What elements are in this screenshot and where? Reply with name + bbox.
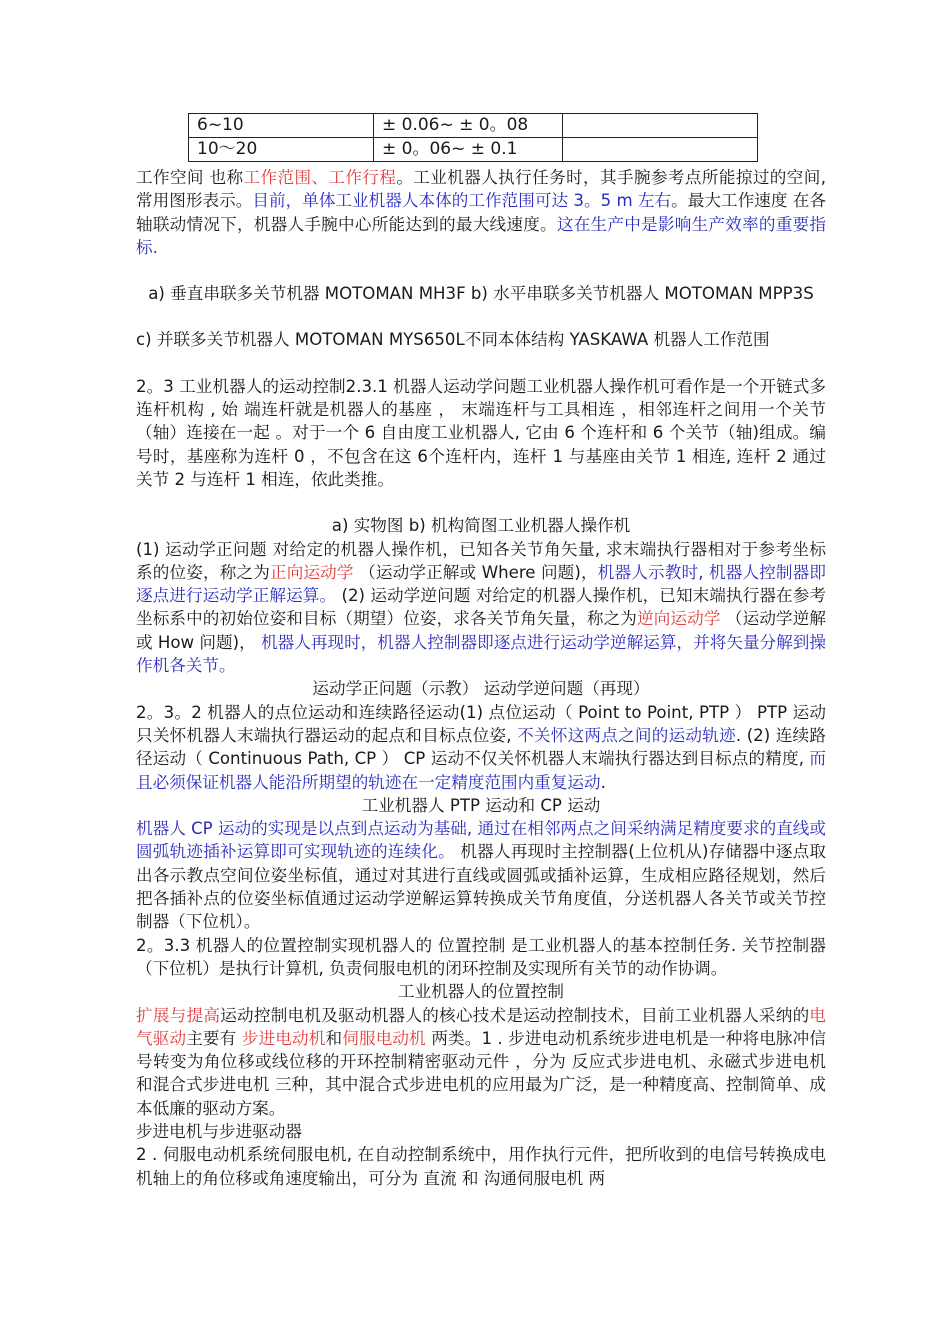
highlight-blue: 这在生产中是影响生产效率的重要指标. bbox=[136, 214, 827, 257]
paragraph-position-control: 2。3.3 机器人的位置控制实现机器人的 位置控制 是工业机器人的基本控制任务. 关节控制器（下位机）是执行计算机, 负责伺服电机的闭环控制及实现所有关节的动作协调。 bbox=[136, 935, 826, 978]
paragraph-servo: 2 . 伺服电动机系统伺服电机, 在自动控制系统中，用作执行元件，把所收到的电信号转换成电机轴上的角位移或角速度输出，可分为 直流 和 沟通伺服电机 两 bbox=[136, 1145, 826, 1188]
highlight-blue: 机器人再现时，机器人控制器即逐点进行运动学逆解运算，并将矢量分解到操作机各关节。 bbox=[136, 632, 827, 676]
text-span: . (2) 连续路径运动（ Continuous Path, CP ） CP 运动不仅关怀机器人末端执行器达到目标点的精度, bbox=[136, 725, 826, 769]
table-cell: ± 0.06~ ± 0。08 bbox=[374, 114, 563, 138]
text-span: 。最大工作速度 在各轴联动情况下，机器人手腕中心所能达到的最大线速度。 bbox=[136, 191, 826, 234]
table-cell bbox=[563, 138, 758, 162]
paragraph-kinematics: 2。3 工业机器人的运动控制2.3.1 机器人运动学问题工业机器人操作机可看作是一个开链式多连杆机构 , 始 端连杆就是机器人的基座 ， 末端连杆与工具相连 ，相邻连杆之间用一个关节（轴）连接在一起 。对于一个 6 自由度工业机器人, 它由 6 个连杆和 6 个关节（轴)组成。编号时，基座称为连杆 0 ，不包含在这 6个连杆内，连杆 1 与基座由关节 1 相连, 连杆 2 通过关节 2 与连杆 1 相连，依此类推。 bbox=[136, 376, 826, 489]
text-span: (1) 运动学正问题 对给定的机器人操作机，已知各关节角矢量, 求末端执行器相对于参考坐标系的位姿，称之为 bbox=[136, 539, 826, 582]
figure-caption: 运动学正问题（示教） 运动学逆问题（再现） bbox=[312, 679, 650, 699]
text-span: 和 bbox=[325, 1028, 343, 1048]
figure-caption: a) 垂直串联多关节机器 MOTOMAN MH3F b) 水平串联多关节机器人 MOTOMAN MPP3S bbox=[148, 284, 814, 304]
body-text bbox=[136, 166, 826, 1190]
table-cell: 10～20 bbox=[189, 138, 374, 162]
highlight-blue: 目前，单体工业机器人本体的工作范围可达 3。5 m 左右 bbox=[252, 191, 672, 211]
highlight-red: 正向运动学 bbox=[269, 562, 354, 582]
highlight-blue: 机器人示教时, 机器人控制器即逐点进行运动学正解运算。 bbox=[136, 562, 826, 606]
text-span: 2。3。2 机器人的点位运动和连续路径运动(1) 点位运动（ Point to Point, PTP ） PTP 运动只关怀机器人末端执行器运动的起点和目标点位姿, bbox=[136, 702, 826, 745]
text-span: 。工业机器人执行任务时，其手腕参考点所能掠过的空间, 常用图形表示。 bbox=[136, 168, 826, 211]
highlight-red: 逆向运动学 bbox=[637, 609, 721, 629]
figure-caption: 步进电机与步进驱动器 bbox=[136, 1121, 302, 1141]
text-span: 机器人再现时主控制器(上位机从)存储器中逐点取出各示教点空间位姿坐标值，通过对其进行直线或圆弧或插补运算，生成相应路径规划，然后把各插补点的位姿坐标值通过运动学逆解运算转换成关节角度值，分送机器人各关节或关节控制器（下位机）。 bbox=[136, 842, 826, 932]
figure-caption: 工业机器人 PTP 运动和 CP 运动 bbox=[361, 795, 601, 815]
paragraph-motors bbox=[136, 1004, 826, 1120]
text-span: 运动控制电机及驱动机器人的核心技术是运动控制技术，目前工业机器人采纳的 bbox=[220, 1005, 810, 1025]
paragraph-forward-inverse bbox=[136, 538, 826, 678]
text-span: （运动学正解或 Where 问题)， bbox=[353, 562, 598, 582]
highlight-red: 电气驱动 bbox=[136, 1005, 827, 1048]
highlight-red: 工作范围、工作行程 bbox=[243, 168, 397, 187]
text-span: （运动学逆解或 How 问题)， bbox=[136, 609, 827, 652]
figure-caption: 工业机器人的位置控制 bbox=[398, 982, 564, 1002]
paragraph-cp-motion bbox=[136, 817, 826, 933]
text-span: . bbox=[600, 772, 606, 792]
highlight-blue: 机器人 CP 运动的实现是以点到点运动为基础, 通过在相邻两点之间采纳满足精度要求的直线或圆弧轨迹插补运算即可实现轨迹的连续化。 bbox=[136, 819, 826, 862]
highlight-red: 伺服电动机 bbox=[342, 1028, 426, 1048]
paragraph-ptp-cp bbox=[136, 701, 826, 794]
table-row bbox=[189, 138, 758, 162]
figure-caption: c) 并联多关节机器人 MOTOMAN MYS650L不同本体结构 YASKAWA 机器人工作范围 bbox=[136, 330, 770, 350]
table-cell: 6~10 bbox=[189, 114, 374, 138]
text-span: 工作空间 也称 bbox=[136, 168, 244, 187]
table-cell bbox=[563, 114, 758, 138]
highlight-red: 扩展与提高 bbox=[136, 1005, 221, 1025]
text-span: 两类。1 . 步进电动机系统步进电机是一种将电脉冲信号转变为角位移或线位移的开环控制精密驱动元件 ，分为 反应式步进电机、永磁式步进电机和混合式步进电机 三种，其中混合式步进电机的应用最为广泛，是一种精度高、控制简单、成本低廉的驱动方案。 bbox=[136, 1028, 826, 1118]
highlight-blue: 不关怀这两点之间的运动轨迹 bbox=[517, 725, 736, 745]
highlight-red: 步进电动机 bbox=[241, 1028, 326, 1048]
text-span: (2) 运动学逆问题 对给定的机器人操作机，已知末端执行器在参考坐标系中的初始位姿和目标（期望）位姿，求各关节角矢量，称之为 bbox=[136, 586, 827, 629]
paragraph-workspace bbox=[136, 166, 826, 259]
text-span: 主要有 bbox=[186, 1028, 242, 1048]
figure-caption: a) 实物图 b) 机构简图工业机器人操作机 bbox=[331, 516, 631, 536]
table-cell: ± 0。06~ ± 0.1 bbox=[374, 138, 563, 162]
highlight-blue: 而且必须保证机器人能沿所期望的轨迹在一定精度范围内重复运动 bbox=[136, 749, 826, 792]
precision-table bbox=[188, 113, 758, 162]
table-row bbox=[189, 114, 758, 138]
